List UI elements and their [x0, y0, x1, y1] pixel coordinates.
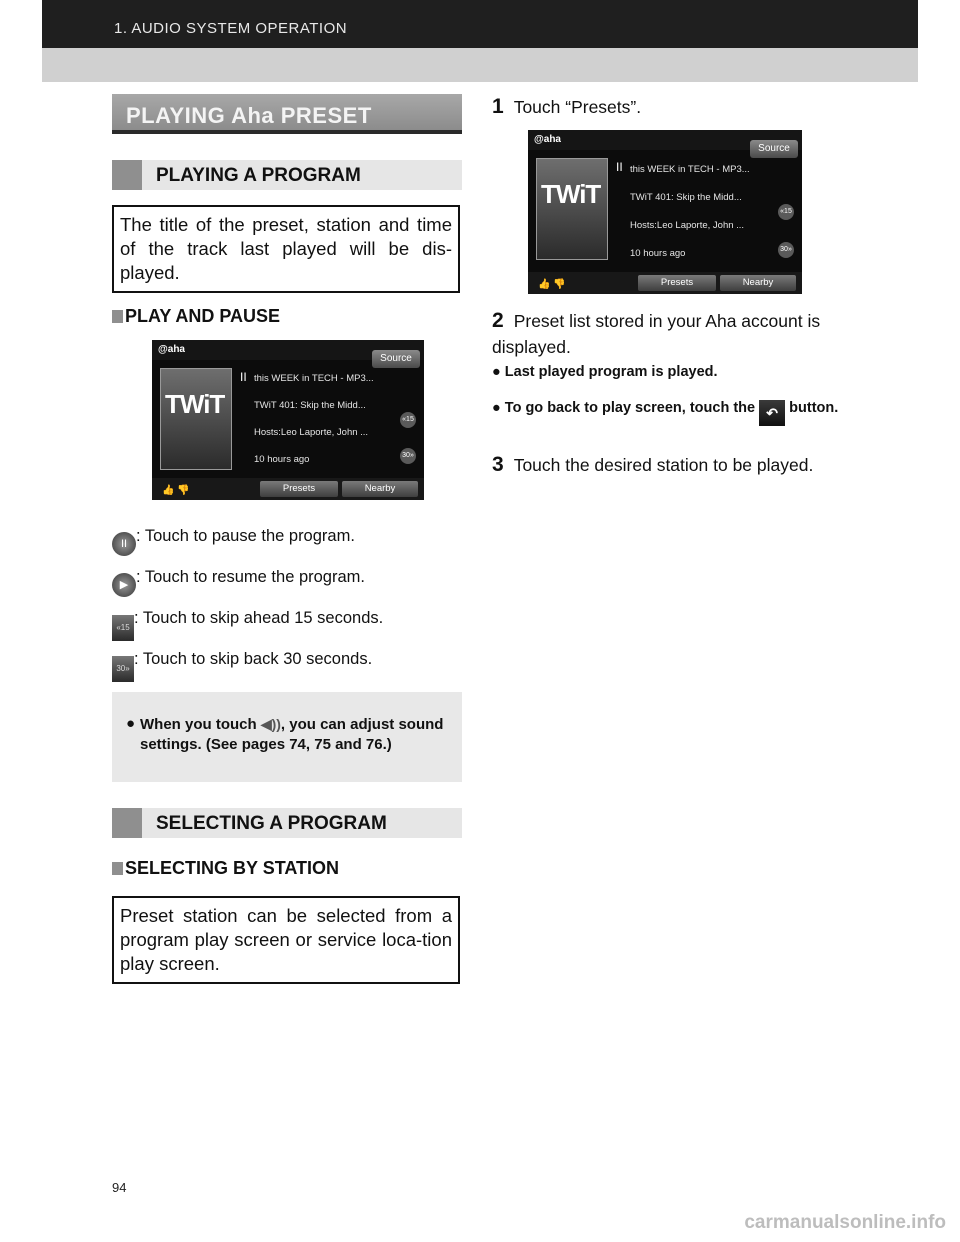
presets-button[interactable]: Presets — [260, 481, 338, 497]
step-number: 2 — [492, 309, 504, 332]
track-line-1: this WEEK in TECH - MP3... — [630, 164, 750, 175]
square-marker — [112, 310, 123, 323]
square-marker — [112, 862, 123, 875]
album-art — [536, 158, 608, 260]
track-line-4: 10 hours ago — [254, 454, 310, 465]
step-text: Preset list stored in your Aha account is displayed. — [492, 311, 821, 357]
heading-text: SELECTING BY STATION — [125, 858, 340, 878]
skip-back-icon[interactable]: 30» — [778, 242, 794, 258]
track-line-4: 10 hours ago — [630, 248, 686, 259]
art-logo: TWiT — [165, 389, 225, 419]
heading-selecting-by-station — [112, 858, 339, 879]
nearby-button[interactable]: Nearby — [720, 275, 796, 291]
pause-icon[interactable]: II — [616, 160, 623, 174]
info-box-station: Preset station can be selected from a program play screen or service loca-tion play screen. — [112, 896, 460, 984]
step-text: Touch “Presets”. — [513, 97, 642, 117]
step-2 — [492, 308, 852, 360]
item-skip-back — [112, 650, 372, 682]
subheading-selecting-program — [112, 808, 462, 838]
section-title: PLAYING Aha PRESET — [112, 94, 462, 134]
source-button[interactable]: Source — [372, 350, 420, 368]
skip-ahead-icon: «15 — [112, 615, 134, 641]
track-line-2: TWiT 401: Skip the Midd... — [254, 400, 366, 411]
thumbs-icons[interactable]: 👍 👎 — [538, 279, 566, 290]
watermark: carmanualsonline.info — [744, 1212, 946, 1233]
bullet-dot: ● — [126, 715, 136, 732]
item-text: : Touch to resume the program. — [136, 568, 365, 586]
track-line-3: Hosts:Leo Laporte, John ... — [630, 220, 745, 231]
subheading-marker — [112, 160, 142, 190]
nearby-button[interactable]: Nearby — [342, 481, 418, 497]
skip-back-icon[interactable]: 30» — [400, 448, 416, 464]
subheading-marker — [112, 808, 142, 838]
bullet-back-to-play — [492, 398, 852, 426]
item-resume — [112, 568, 365, 597]
aha-logo: @aha — [534, 134, 561, 145]
pause-icon: II — [112, 532, 136, 556]
step-3 — [492, 452, 813, 478]
art-logo: TWiT — [541, 179, 601, 209]
skip-ahead-icon[interactable]: «15 — [778, 204, 794, 220]
note-text-pre: When you touch — [140, 716, 257, 733]
subheading-text: SELECTING A PROGRAM — [156, 813, 387, 834]
chapter-header-bar — [42, 0, 918, 48]
bullet-text-pre: ● To go back to play screen, touch the — [492, 400, 756, 416]
info-box-track: The title of the preset, station and time of the track last played will be dis-played. — [112, 205, 460, 293]
album-art — [160, 368, 232, 470]
thumbs-icons[interactable]: 👍 👎 — [162, 485, 190, 496]
pause-icon[interactable]: II — [240, 370, 247, 384]
track-line-1: this WEEK in TECH - MP3... — [254, 373, 374, 384]
note-box-sound — [112, 692, 462, 782]
page-number: 94 — [112, 1180, 127, 1195]
item-text: : Touch to pause the program. — [136, 527, 355, 545]
step-1 — [492, 94, 641, 120]
track-line-3: Hosts:Leo Laporte, John ... — [254, 427, 369, 438]
heading-text: PLAY AND PAUSE — [125, 306, 281, 326]
aha-logo: @aha — [158, 344, 185, 355]
subheading-text: PLAYING A PROGRAM — [156, 165, 361, 186]
subheading-playing-program — [112, 160, 462, 190]
bullet-text-post: button. — [789, 400, 839, 416]
back-icon: ↶ — [759, 400, 785, 426]
aha-play-screen — [152, 340, 424, 500]
step-number: 1 — [492, 95, 504, 118]
skip-ahead-icon[interactable]: «15 — [400, 412, 416, 428]
speaker-icon: ◀)) — [260, 716, 281, 732]
item-skip-ahead — [112, 609, 383, 641]
presets-button[interactable]: Presets — [638, 275, 716, 291]
play-icon: ▶ — [112, 573, 136, 597]
chapter-title: 1. AUDIO SYSTEM OPERATION — [114, 20, 348, 37]
note-text-post: , you can adjust sound settings. (See pages 74, 75 and 76.) — [140, 716, 444, 753]
source-button[interactable]: Source — [750, 140, 798, 158]
skip-back-icon: 30» — [112, 656, 134, 682]
aha-play-screen-2 — [528, 130, 802, 294]
step-text: Touch the desired station to be played. — [513, 455, 814, 475]
heading-play-pause — [112, 306, 280, 327]
item-pause — [112, 527, 355, 556]
header-band — [42, 48, 918, 82]
step-number: 3 — [492, 453, 504, 476]
bullet-last-played: ● Last played program is played. — [492, 364, 718, 380]
track-line-2: TWiT 401: Skip the Midd... — [630, 192, 742, 203]
item-text: : Touch to skip back 30 seconds. — [134, 650, 373, 668]
item-text: : Touch to skip ahead 15 seconds. — [134, 609, 384, 627]
